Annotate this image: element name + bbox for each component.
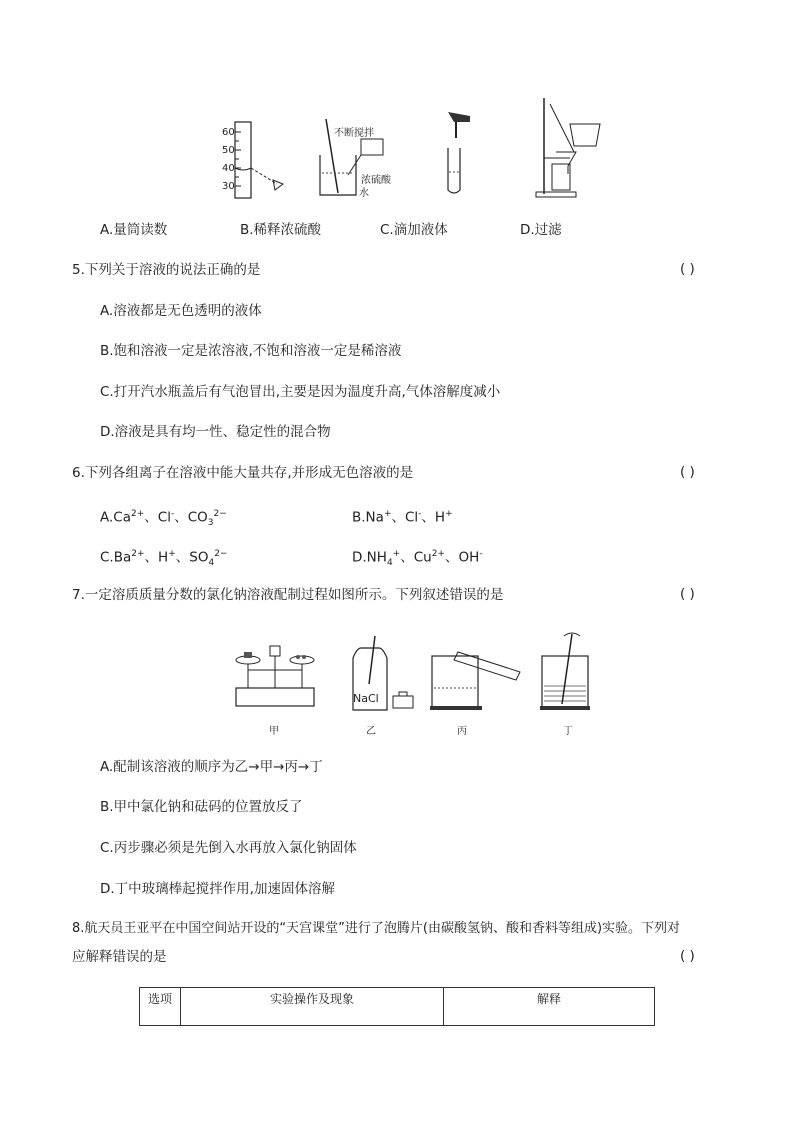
q7-option-a: A.配制该溶液的顺序为乙→甲→丙→丁 bbox=[100, 759, 323, 775]
q6-option-b: B.Na+、Cl-、H+ bbox=[352, 509, 453, 526]
label-stir: 不断搅拌 bbox=[334, 128, 374, 139]
q7-stem: 7.一定溶质质量分数的氯化钠溶液配制过程如图所示。下列叙述错误的是 bbox=[72, 587, 504, 603]
cyl-label-30: 30 bbox=[222, 181, 235, 192]
q6-option-d: $D.NH_4^+$、$Cu^{2+}$、OH- bbox=[352, 549, 483, 569]
label-water: 水 bbox=[359, 188, 369, 199]
q6-answer-paren: ( ) bbox=[680, 464, 695, 480]
q8-table bbox=[139, 987, 655, 1026]
q5-answer-paren: ( ) bbox=[680, 261, 695, 277]
q7-figure-stir bbox=[536, 628, 596, 714]
cyl-label-60: 60 bbox=[222, 127, 235, 138]
q7-option-d: D.丁中玻璃棒起搅拌作用,加速固体溶解 bbox=[100, 881, 335, 897]
table-header-option: 选项 bbox=[140, 988, 181, 1026]
q4-figure-dropper bbox=[440, 108, 480, 198]
q5-option-b: B.饱和溶液一定是浓溶液,不饱和溶液一定是稀溶液 bbox=[100, 343, 402, 359]
label-acid: 浓硫酸 bbox=[361, 175, 391, 186]
q7-option-c: C.丙步骤必须是先倒入水再放入氯化钠固体 bbox=[100, 840, 357, 856]
q4-option-a: A.量筒读数 bbox=[100, 222, 168, 238]
q6-option-a: $A.Ca^{2+}$、Cl-、$CO_3^{2-}$ bbox=[100, 509, 227, 529]
cyl-label-50: 50 bbox=[222, 145, 235, 156]
table-row bbox=[140, 988, 655, 1026]
q4-option-c: C.滴加液体 bbox=[380, 222, 448, 238]
q7-answer-paren: ( ) bbox=[680, 586, 695, 602]
q6-stem: 6.下列各组离子在溶液中能大量共存,并形成无色溶液的是 bbox=[72, 465, 414, 481]
q7-figure-pour-water bbox=[428, 640, 523, 712]
q7-option-b: B.甲中氯化钠和砝码的位置放反了 bbox=[100, 799, 303, 815]
q4-option-b: B.稀释浓硫酸 bbox=[240, 222, 322, 238]
cyl-label-40: 40 bbox=[222, 163, 235, 174]
label-jia: 甲 bbox=[269, 726, 279, 737]
q4-option-d: D.过滤 bbox=[520, 222, 562, 238]
q8-answer-paren: ( ) bbox=[680, 948, 695, 964]
q5-option-c: C.打开汽水瓶盖后有气泡冒出,主要是因为温度升高,气体溶解度减小 bbox=[100, 384, 501, 400]
label-ding: 丁 bbox=[563, 726, 573, 737]
label-yi: 乙 bbox=[366, 726, 376, 737]
label-bing: 丙 bbox=[457, 726, 467, 737]
table-header-explanation: 解释 bbox=[444, 988, 655, 1026]
q5-option-d: D.溶液是具有均一性、稳定性的混合物 bbox=[100, 424, 331, 440]
q5-option-a: A.溶液都是无色透明的液体 bbox=[100, 303, 262, 319]
label-nacl: NaCl bbox=[353, 692, 379, 705]
q8-stem-line1: 8.航天员王亚平在中国空间站开设的“天宫课堂”进行了泡腾片(由碳酸氢钠、酸和香料等组成)实验。下列对 bbox=[72, 921, 681, 936]
q7-figure-balance bbox=[230, 640, 320, 712]
q8-stem-line2: 应解释错误的是 bbox=[72, 949, 167, 965]
q4-figure-filtration bbox=[530, 96, 610, 200]
q6-option-c: $C.Ba^{2+}$、H+、$SO_4^{2-}$ bbox=[100, 549, 228, 569]
q5-stem: 5.下列关于溶液的说法正确的是 bbox=[72, 262, 261, 278]
table-header-operation: 实验操作及现象 bbox=[181, 988, 444, 1026]
